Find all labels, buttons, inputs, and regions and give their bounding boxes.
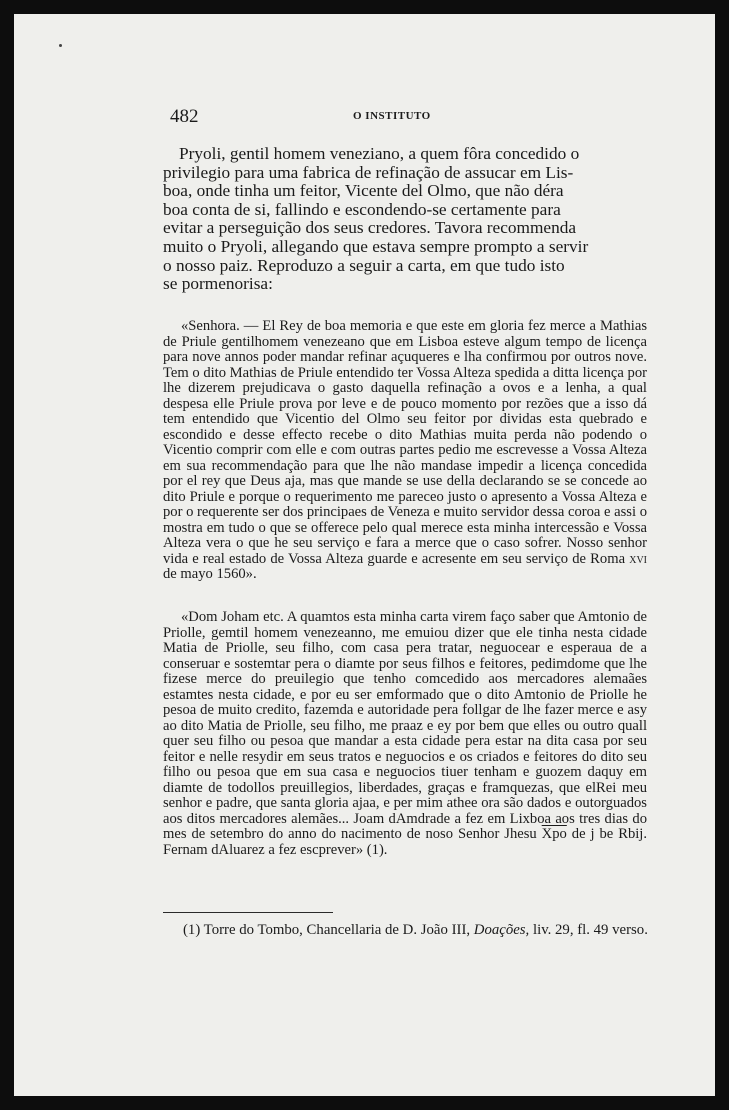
paragraph-line: muito o Pryoli, allegando que estava sempre prompto a servir: [163, 236, 589, 256]
footnote-source: (1) Torre do Tombo, Chancellaria de D. João III,: [183, 922, 471, 938]
quoted-letter-dom-joham: [163, 610, 647, 858]
letter-body: «Dom Joham etc. A quamtos esta minha carta virem faço saber que Amtonio de Priolle, gemtil homem venezeanno, me emuiou dizer que ele tinha nesta cidade Matia de Priolle, seu filho, com casa pera tratar, neguocear e esperaua de a conseruar e sostemtar pera o diamte por seus filhos e feitores, pedimdome que lhe fizese merce do preuilegio que tenho comcedido aos mercadores alemaães estamtes nesta cidade, e por eu ser emformado que o dito Amtonio de Priolle he pesoa de muito credito, fazemda e autoridade pera follgar de lhe fazer merce e asy ao dito Matia de Priolle, seu filho, me praaz e ey por bem que elles ou outro quall quer seu filho ou pesoa que mandar a esta cidade pera estar na dita casa por seu feitor e nelle resydir em seus tratos e neguocios e os criados e feitores do dito seu filho ou pesoa que em sua casa e neguocios tiuer tenham e guozem daquy em diamte de todollos preuillegios, liberdades, graças e framquezas, que elRei meu senhor e padre, que santa gloria ajaa, e per mim athee ora são dados e outorguados aos ditos mercadores alemães... Joam dAmdrade a fez em Lixboa aos tres dias do mes de setembro do anno do nacimento de noso Senhor Jhesu: [163, 609, 647, 842]
letter-text: [163, 319, 647, 583]
ink-speck: [59, 44, 62, 47]
paragraph-line: privilegio para uma fabrica de refinação de assucar em Lis-: [163, 162, 574, 182]
footnote-text: [163, 921, 649, 939]
running-header: [170, 106, 646, 128]
footnote-work-title: Doações,: [473, 922, 530, 938]
footnote-reference: liv. 29, fl. 49 verso.: [532, 922, 648, 938]
abbreviation-xpo: $\overline{Xpo}$: [541, 826, 567, 842]
quoted-letter-senhora: [163, 319, 647, 583]
letter-body: «Senhora. — El Rey de boa memoria e que este em gloria fez merce a Mathias de Priule gentilhomem venezeano que em Lisboa esteve algum tempo de licença para nove annos poder mandar refinar açuqueres e lha confirmou por outros nove. Tem o dito Mathias de Priule entendido ter Vossa Alteza spedida a ditta licença por lhe dizerem prejudicava o gasto daquella refinação a ovos e a lenha, a qual despesa elle Priule prova por leve e de pouco momento por rezões que a isso dá tem entendido que Vicentio del Olmo seu feitor por dividas esta quebrado e escondido e desse effecto recebe o dito Mathias muita perda não podendo o Vicentio comprir com elle e com outras partes pedio me escrevesse a Vossa Alteza em sua recommendação para que lhe não mandase impedir a licença concedida por el rey que Deus aja, mas que mande se use della declarando se se concede ao dito Priule e porque o requerimento me pareceo justo o apresento a Vossa Alteza e por o requerente ser dos principaes de Veneza e muito servidor dessa coroa e assi o mostra em tudo o que se offerece pelo qual merece esta minha intercessão e Vossa Alteza vera o que he seu serviço e fara a merce que o caso sofrer. Nosso senhor vida e real estado de Vossa Alteza guarde e acresente em seu serviço de Roma: [163, 318, 647, 567]
paragraph-line: boa conta de si, fallindo e escondendo-se certamente para: [163, 199, 561, 219]
paragraph-line: evitar a perseguição dos seus credores. Tavora recommenda: [163, 218, 577, 238]
body-paragraph: [163, 145, 647, 294]
letter-text: [163, 610, 647, 858]
running-title: O INSTITUTO: [353, 110, 431, 122]
paragraph-line: Pryoli, gentil homem veneziano, a quem fôra concedido o: [179, 144, 580, 163]
book-page: [14, 14, 715, 1096]
footnote: [163, 921, 649, 939]
paragraph-line: o nosso paiz. Reproduzo a seguir a carta, em que tudo isto: [163, 255, 565, 275]
paragraph-line: se pormenorisa:: [163, 274, 273, 294]
paragraph-line: boa, onde tinha um feitor, Vicente del Olmo, que não déra: [163, 181, 564, 201]
roman-date: xvi: [629, 550, 647, 567]
letter-closing: de mayo 1560».: [163, 566, 257, 582]
page-number: 482: [170, 106, 199, 127]
footnote-rule: [163, 912, 333, 913]
letter-closing: de j be Rbij. Fernam dAluarez a fez escprever» (1).: [163, 826, 647, 858]
